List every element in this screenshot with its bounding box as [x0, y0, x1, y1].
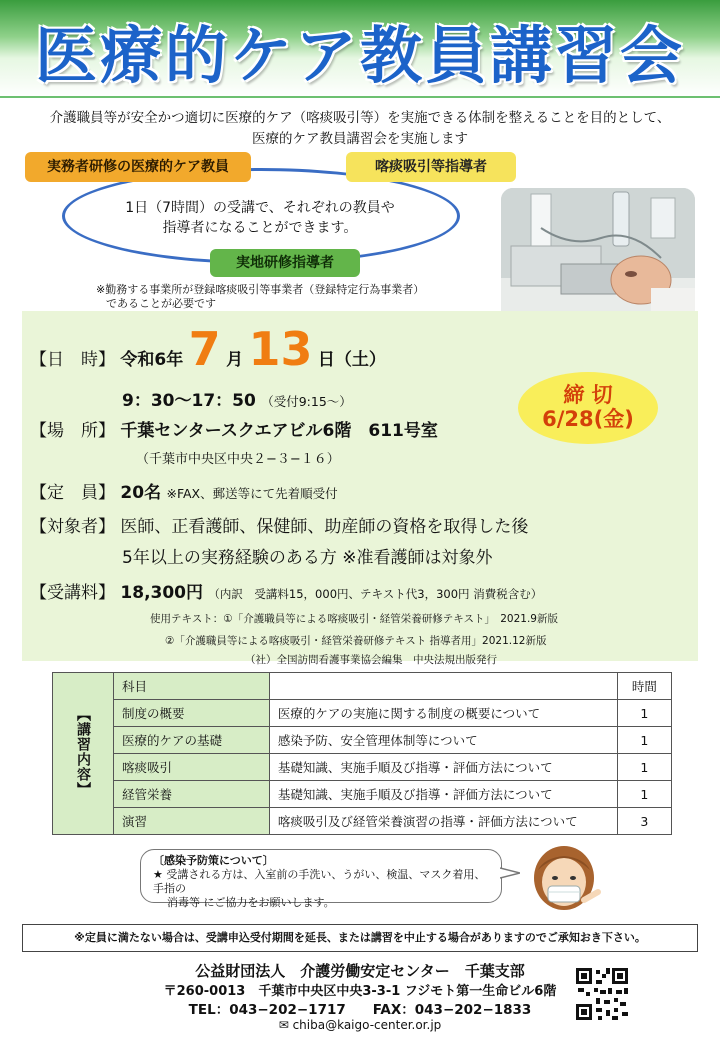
target-line-2: 5年以上の実務経験のある方 ※准看護師は対象外: [122, 548, 493, 568]
date-day-unit: 日（土）: [317, 350, 386, 370]
qr-code-icon[interactable]: [574, 966, 630, 1022]
table-row: [53, 781, 672, 808]
subject-cell: 経管栄養: [114, 781, 270, 808]
textbook-line-1: 使用テキスト：①「介護職員等による喀痰吸引・経管栄養研修テキスト」 2021.9新版: [150, 613, 558, 625]
place-row: [30, 416, 438, 441]
header-subject: 科目: [114, 673, 270, 700]
capacity-note: ※FAX、郵送等にて先着順受付: [166, 486, 338, 501]
time-range: 9：30〜17：50: [122, 391, 256, 411]
roles-description: [110, 198, 410, 238]
content-cell: 医療的ケアの実施に関する制度の概要について: [269, 700, 617, 727]
organization-address: 〒260-0013 千葉市中央区中央3-3-1 フジモト第一生命ビル6階: [163, 984, 557, 999]
hours-cell: 3: [617, 808, 671, 835]
fee-row: [30, 578, 542, 603]
roles-desc-line-1: 1日（7時間）の受講で、それぞれの教員や: [125, 200, 395, 216]
curriculum-side-label: 【講習内容】: [53, 673, 114, 835]
employer-note-line-1: ※勤務する事業所が登録喀痰吸引等事業者（登録特定行為事業者）: [96, 283, 425, 296]
date-month: 7: [188, 322, 221, 376]
role-badge-suction-instructor: 喀痰吸引等指導者: [346, 152, 516, 182]
fee-label: 【受講料】: [30, 583, 115, 603]
cancellation-notice: ※定員に満たない場合は、受講申込受付期間を延長、または講習を中止する場合がありますのでご承知おき下さい。: [22, 924, 698, 952]
textbook-publisher: （社）全国訪問看護事業協会編集 中央法規出版発行: [245, 654, 497, 666]
capacity-label: 【定 員】: [30, 483, 115, 503]
email-text[interactable]: chiba@kaigo-center.or.jp: [292, 1018, 442, 1032]
textbook-line-2: ②「介護職員等による喀痰吸引・経管栄養研修テキスト 指導者用」2021.12新版: [165, 635, 547, 647]
header-content: [269, 673, 617, 700]
curriculum-table: [52, 672, 672, 835]
intro-line-1: 介護職員等が安全かつ適切に医療的ケア（喀痰吸引等）を実施できる体制を整えることを目的として、: [49, 110, 671, 126]
content-cell: 基礎知識、実施手順及び指導・評価方法について: [269, 754, 617, 781]
role-badge-care-teacher: 実務者研修の医療的ケア教員: [25, 152, 251, 182]
contact-email: [120, 1018, 600, 1032]
address-row: （千葉市中央区中央２−３−１６）: [136, 452, 340, 467]
hours-cell: 1: [617, 700, 671, 727]
hours-cell: 1: [617, 727, 671, 754]
intro-line-2: 医療的ケア教員講習会を実施します: [252, 131, 468, 147]
intro-text: [30, 108, 690, 150]
target-row: [30, 512, 528, 537]
header-divider: [0, 96, 720, 98]
date-era: 令和6年: [120, 350, 184, 370]
nurse-with-mask-icon: [524, 840, 604, 918]
table-row: [53, 808, 672, 835]
date-row: [30, 322, 386, 376]
subject-cell: 医療的ケアの基礎: [114, 727, 270, 754]
contact-phone-fax: TEL：043−202−1717 FAX：043−202−1833: [188, 1002, 532, 1018]
time-row: [122, 386, 352, 411]
roles-desc-line-2: 指導者になることができます。: [162, 220, 358, 236]
infection-prevention-bubble: [140, 849, 502, 909]
place-value: 千葉センタースクエアビル6階 611号室: [120, 421, 438, 441]
page-title: 医療的ケア教員講習会: [34, 19, 685, 92]
fee-value: 18,300円: [120, 583, 204, 603]
employer-note-line-2: であることが必要です: [106, 297, 216, 310]
content-cell: 感染予防、安全管理体制等について: [269, 727, 617, 754]
date-month-unit: 月: [226, 350, 244, 370]
table-row: [53, 700, 672, 727]
content-cell: 喀痰吸引及び経管栄養演習の指導・評価方法について: [269, 808, 617, 835]
place-label: 【場 所】: [30, 421, 115, 441]
subject-cell: 演習: [114, 808, 270, 835]
deadline-badge: [518, 372, 658, 444]
capacity-row: [30, 478, 338, 503]
table-row: [53, 727, 672, 754]
training-photo: [501, 188, 695, 330]
header-hours: 時間: [617, 673, 671, 700]
organization-name: 公益財団法人 介護労働安定センター 千葉支部: [195, 962, 525, 980]
target-label: 【対象者】: [30, 517, 115, 537]
infection-line-1: ★ 受講される方は、入室前の手洗い、うがい、検温、マスク着用、手指の: [153, 868, 486, 895]
role-badge-field-instructor: 実地研修指導者: [210, 249, 360, 277]
mail-icon: ✉: [278, 1018, 293, 1032]
fee-note: （内訳 受講料15，000円、テキスト代3，300円 消費税含む）: [208, 587, 543, 601]
hours-cell: 1: [617, 754, 671, 781]
date-day: 13: [248, 322, 313, 376]
content-cell: 基礎知識、実施手順及び指導・評価方法について: [269, 781, 617, 808]
reception-time: （受付9:15〜）: [261, 394, 352, 409]
bubble-tail-icon: [500, 866, 520, 880]
employer-note: [96, 283, 516, 311]
target-line-1: 医師、正看護師、保健師、助産師の資格を取得した後: [120, 517, 529, 537]
hours-cell: 1: [617, 781, 671, 808]
table-header-row: [53, 673, 672, 700]
infection-line-2: 消毒等 にご協力をお願いします。: [167, 896, 335, 909]
subject-cell: 喀痰吸引: [114, 754, 270, 781]
capacity-value: 20名: [120, 483, 162, 503]
date-label: 【日 時】: [30, 350, 115, 370]
infection-title: 〔感染予防策について〕: [153, 854, 274, 867]
table-row: [53, 754, 672, 781]
deadline-title: 締 切: [563, 383, 613, 407]
deadline-date: 6/28(金): [542, 407, 634, 431]
subject-cell: 制度の概要: [114, 700, 270, 727]
